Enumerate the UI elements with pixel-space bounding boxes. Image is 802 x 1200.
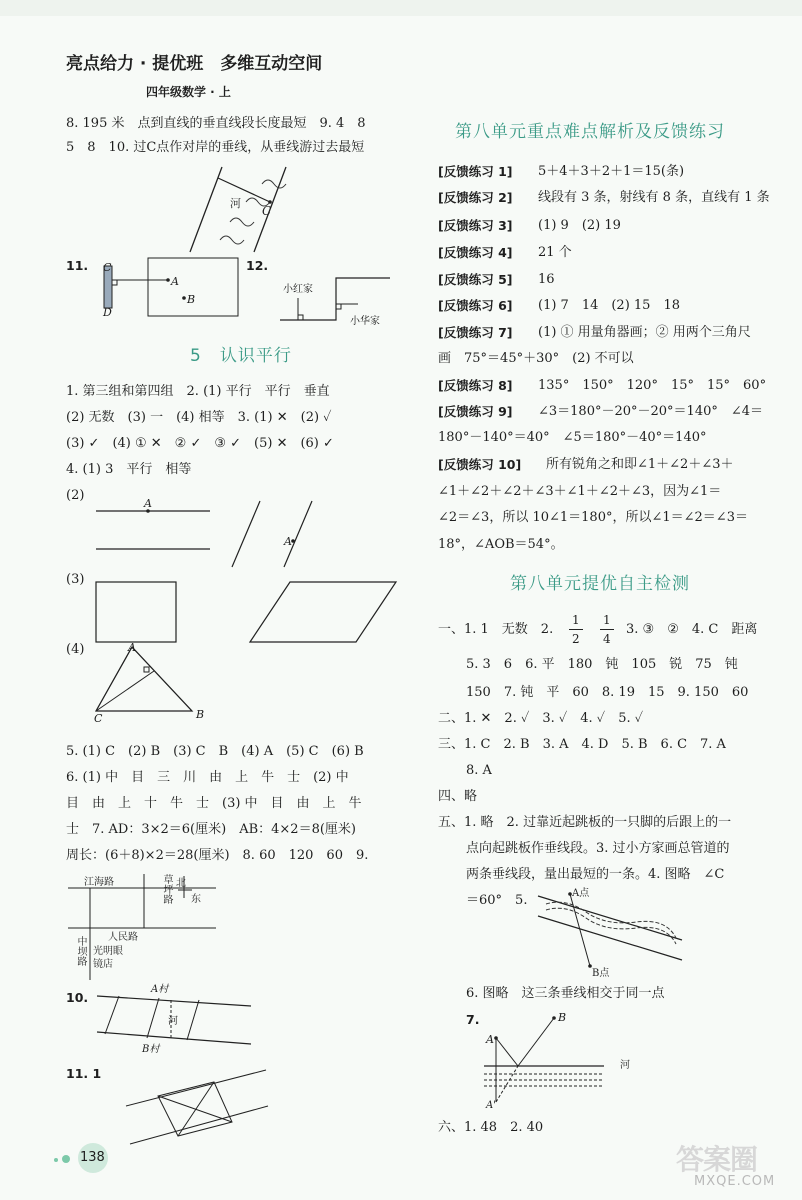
answer-line: 5. 3 6 6. 平 180 钝 105 锐 75 钝 (466, 657, 738, 672)
watermark-url: MXQE.COM (694, 1174, 776, 1189)
point-a: A (171, 275, 179, 288)
decor-dot (62, 1155, 70, 1163)
top-strip (0, 0, 802, 16)
question-number: 11. (66, 258, 89, 273)
label-village-b: B村 (142, 1044, 160, 1055)
sub-label: (2) (66, 488, 85, 503)
section-heading: 5 认识平行 (190, 346, 292, 366)
answer-line: 一、1. 1 无数 2. (438, 622, 554, 637)
label-village-a: A村 (151, 984, 169, 995)
point-b: B (187, 293, 196, 306)
map-road-zhongba: 中坝路 (75, 936, 86, 966)
compass-north: 北 (176, 878, 186, 889)
sub-label: (3) (66, 572, 85, 587)
answer-line: 180°－140°＝40° ∠5＝180°－40°＝140° (438, 430, 707, 445)
map-shop: 光明眼镜店 (93, 946, 123, 970)
fraction-denominator: 4 (603, 632, 611, 646)
answer-line: ＝60° 5. (466, 893, 528, 908)
point-c: C (103, 261, 112, 274)
map-road-caoping: 草坪路 (161, 874, 172, 904)
book-subtitle: 四年级数学 · 上 (146, 85, 231, 99)
fraction-bar (600, 629, 614, 630)
answer-line: 士 7. AD：3×2＝6(厘米) AB：4×2＝8(厘米) (66, 822, 356, 837)
map-road-jianghai: 江海路 (84, 877, 114, 888)
question-number: 7. (466, 1012, 480, 1027)
exercise-label: [反馈练习 10] (438, 457, 522, 472)
point-c: C (94, 712, 103, 725)
label-point-a: A点 (572, 888, 590, 899)
figure-11 (100, 258, 240, 318)
answer-line: 8. 195 米 点到直线的垂直线段长度最短 9. 4 8 (66, 116, 366, 131)
answer-line: 六、1. 48 2. 40 (438, 1120, 544, 1135)
answer-line: 两条垂线段，量出最短的一条。4. 图略 ∠C (466, 867, 725, 882)
answer-line: 点向起跳板作垂线段。3. 过小方家画总管道的 (466, 841, 730, 856)
question-number: 10. (66, 990, 89, 1005)
point-d: D (103, 306, 112, 319)
point-c: C (262, 204, 272, 218)
answer-line: ∠1＋∠2＋∠2＋∠3＋∠1＋∠2＋∠3，因为∠1＝ (438, 484, 722, 499)
answer-line: 5＋4＋3＋2＋1＝15(条) (538, 164, 685, 179)
answer-line: 16 (538, 272, 555, 287)
answer-line: 1. 第三组和第四组 2. (1) 平行 平行 垂直 (66, 384, 330, 399)
exercise-label: [反馈练习 6] (438, 298, 513, 313)
point-a: A (128, 641, 136, 654)
label-xiaohong: 小红家 (283, 284, 313, 295)
exercise-label: [反馈练习 3] (438, 218, 513, 233)
answer-line: ∠2＝∠3，所以 10∠1＝180°，所以∠1＝∠2＝∠3＝ (438, 510, 748, 525)
answer-line: 二、1. ✕ 2. ✓ 3. ✓ 4. ✓ 5. ✓ (438, 711, 644, 726)
answer-line: 五、1. 略 2. 过靠近起跳板的一只脚的后跟上的一 (438, 815, 732, 830)
point-a: A (486, 1033, 494, 1046)
exercise-label: [反馈练习 4] (438, 245, 513, 260)
answer-line: 150 7. 钝 平 60 8. 19 15 9. 150 60 (466, 685, 749, 700)
point-b: B (196, 708, 205, 721)
answer-line: 目 由 上 十 牛 士 (3) 中 目 由 上 牛 (66, 796, 362, 811)
river-label: 河 (620, 1060, 630, 1071)
compass-east: 东 (191, 894, 201, 905)
question-number: 11. 1 (66, 1066, 102, 1081)
figure-q11 (120, 1066, 270, 1146)
answer-line: (1) ① 用量角器画；② 用两个三角尺 (538, 325, 751, 340)
answer-line: 四、略 (438, 789, 478, 804)
map-road-renmin: 人民路 (108, 932, 138, 943)
page-number: 138 (80, 1150, 105, 1165)
answer-line: 21 个 (538, 245, 572, 260)
answer-line: (1) 7 14 (2) 15 18 (538, 298, 680, 313)
answer-line: 3. ③ ② 4. C 距离 (626, 622, 758, 637)
answer-line: 135° 150° 120° 15° 15° 60° (538, 378, 767, 393)
point-b: B (558, 1011, 567, 1024)
section-heading: 第八单元重点难点解析及反馈练习 (455, 122, 725, 142)
fraction-numerator: 1 (603, 613, 611, 627)
answer-line: 周长：(6＋8)×2＝28(厘米) 8. 60 120 60 9. (66, 848, 369, 863)
answer-line: 6. (1) 中 目 三 川 由 上 牛 士 (2) 中 (66, 770, 349, 785)
reflection-figure (482, 1016, 612, 1108)
answer-line: 18°，∠AOB＝54°。 (438, 537, 564, 552)
rect-parallelogram-figure (90, 578, 400, 648)
answer-line: (2) 无数 (3) 一 (4) 相等 3. (1) ✕ (2) ✓ (66, 410, 332, 425)
watermark-logo: 答案圈 (676, 1143, 758, 1176)
river-perpendicular-figure (536, 890, 686, 980)
river-label: 河 (230, 197, 241, 210)
river-figure (190, 162, 320, 257)
fraction-numerator: 1 (572, 613, 580, 627)
label-point-b: B点 (592, 968, 610, 979)
exercise-label: [反馈练习 2] (438, 190, 513, 205)
exercise-label: [反馈练习 7] (438, 325, 513, 340)
sub-label: (4) (66, 642, 85, 657)
label-xiaohua: 小华家 (350, 316, 380, 327)
section-heading: 第八单元提优自主检测 (510, 574, 690, 594)
fraction-bar (569, 629, 583, 630)
exercise-label: [反馈练习 9] (438, 404, 513, 419)
answer-line: 5. (1) C (2) B (3) C B (4) A (5) C (6) B (66, 744, 364, 759)
answer-line: 画 75°＝45°＋30° (2) 不可以 (438, 351, 634, 366)
answer-line: 三、1. C 2. B 3. A 4. D 5. B 6. C 7. A (438, 737, 726, 752)
parallel-lines-figure (90, 495, 330, 575)
triangle-figure (92, 645, 202, 717)
point-a-prime: A' (486, 1100, 496, 1111)
river-label: 河 (168, 1016, 178, 1027)
exercise-label: [反馈练习 1] (438, 164, 513, 179)
point-a: A (284, 535, 292, 548)
decor-dot (54, 1158, 58, 1162)
answer-line: (3) ✓ (4) ① ✕ ② ✓ ③ ✓ (5) ✕ (6) ✓ (66, 436, 334, 451)
answer-line: (1) 9 (2) 19 (538, 218, 621, 233)
answer-line: ∠3＝180°－20°－20°＝140° ∠4＝ (538, 404, 764, 419)
book-title: 亮点给力 · 提优班 多维互动空间 (66, 54, 323, 74)
exercise-label: [反馈练习 8] (438, 378, 513, 393)
answer-line: 4. (1) 3 平行 相等 (66, 462, 192, 477)
fraction-denominator: 2 (572, 632, 580, 646)
exercise-label: [反馈练习 5] (438, 272, 513, 287)
answer-line: 线段有 3 条，射线有 8 条，直线有 1 条 (538, 190, 770, 205)
answer-line: 所有锐角之和即∠1＋∠2＋∠3＋ (546, 457, 734, 472)
point-a: A (144, 497, 152, 510)
question-number: 12. (246, 258, 269, 273)
answer-line: 8. A (466, 763, 492, 778)
answer-line: 6. 图略 这三条垂线相交于同一点 (466, 986, 665, 1001)
answer-line: 5 8 10. 过C点作对岸的垂线，从垂线游过去最短 (66, 140, 365, 155)
